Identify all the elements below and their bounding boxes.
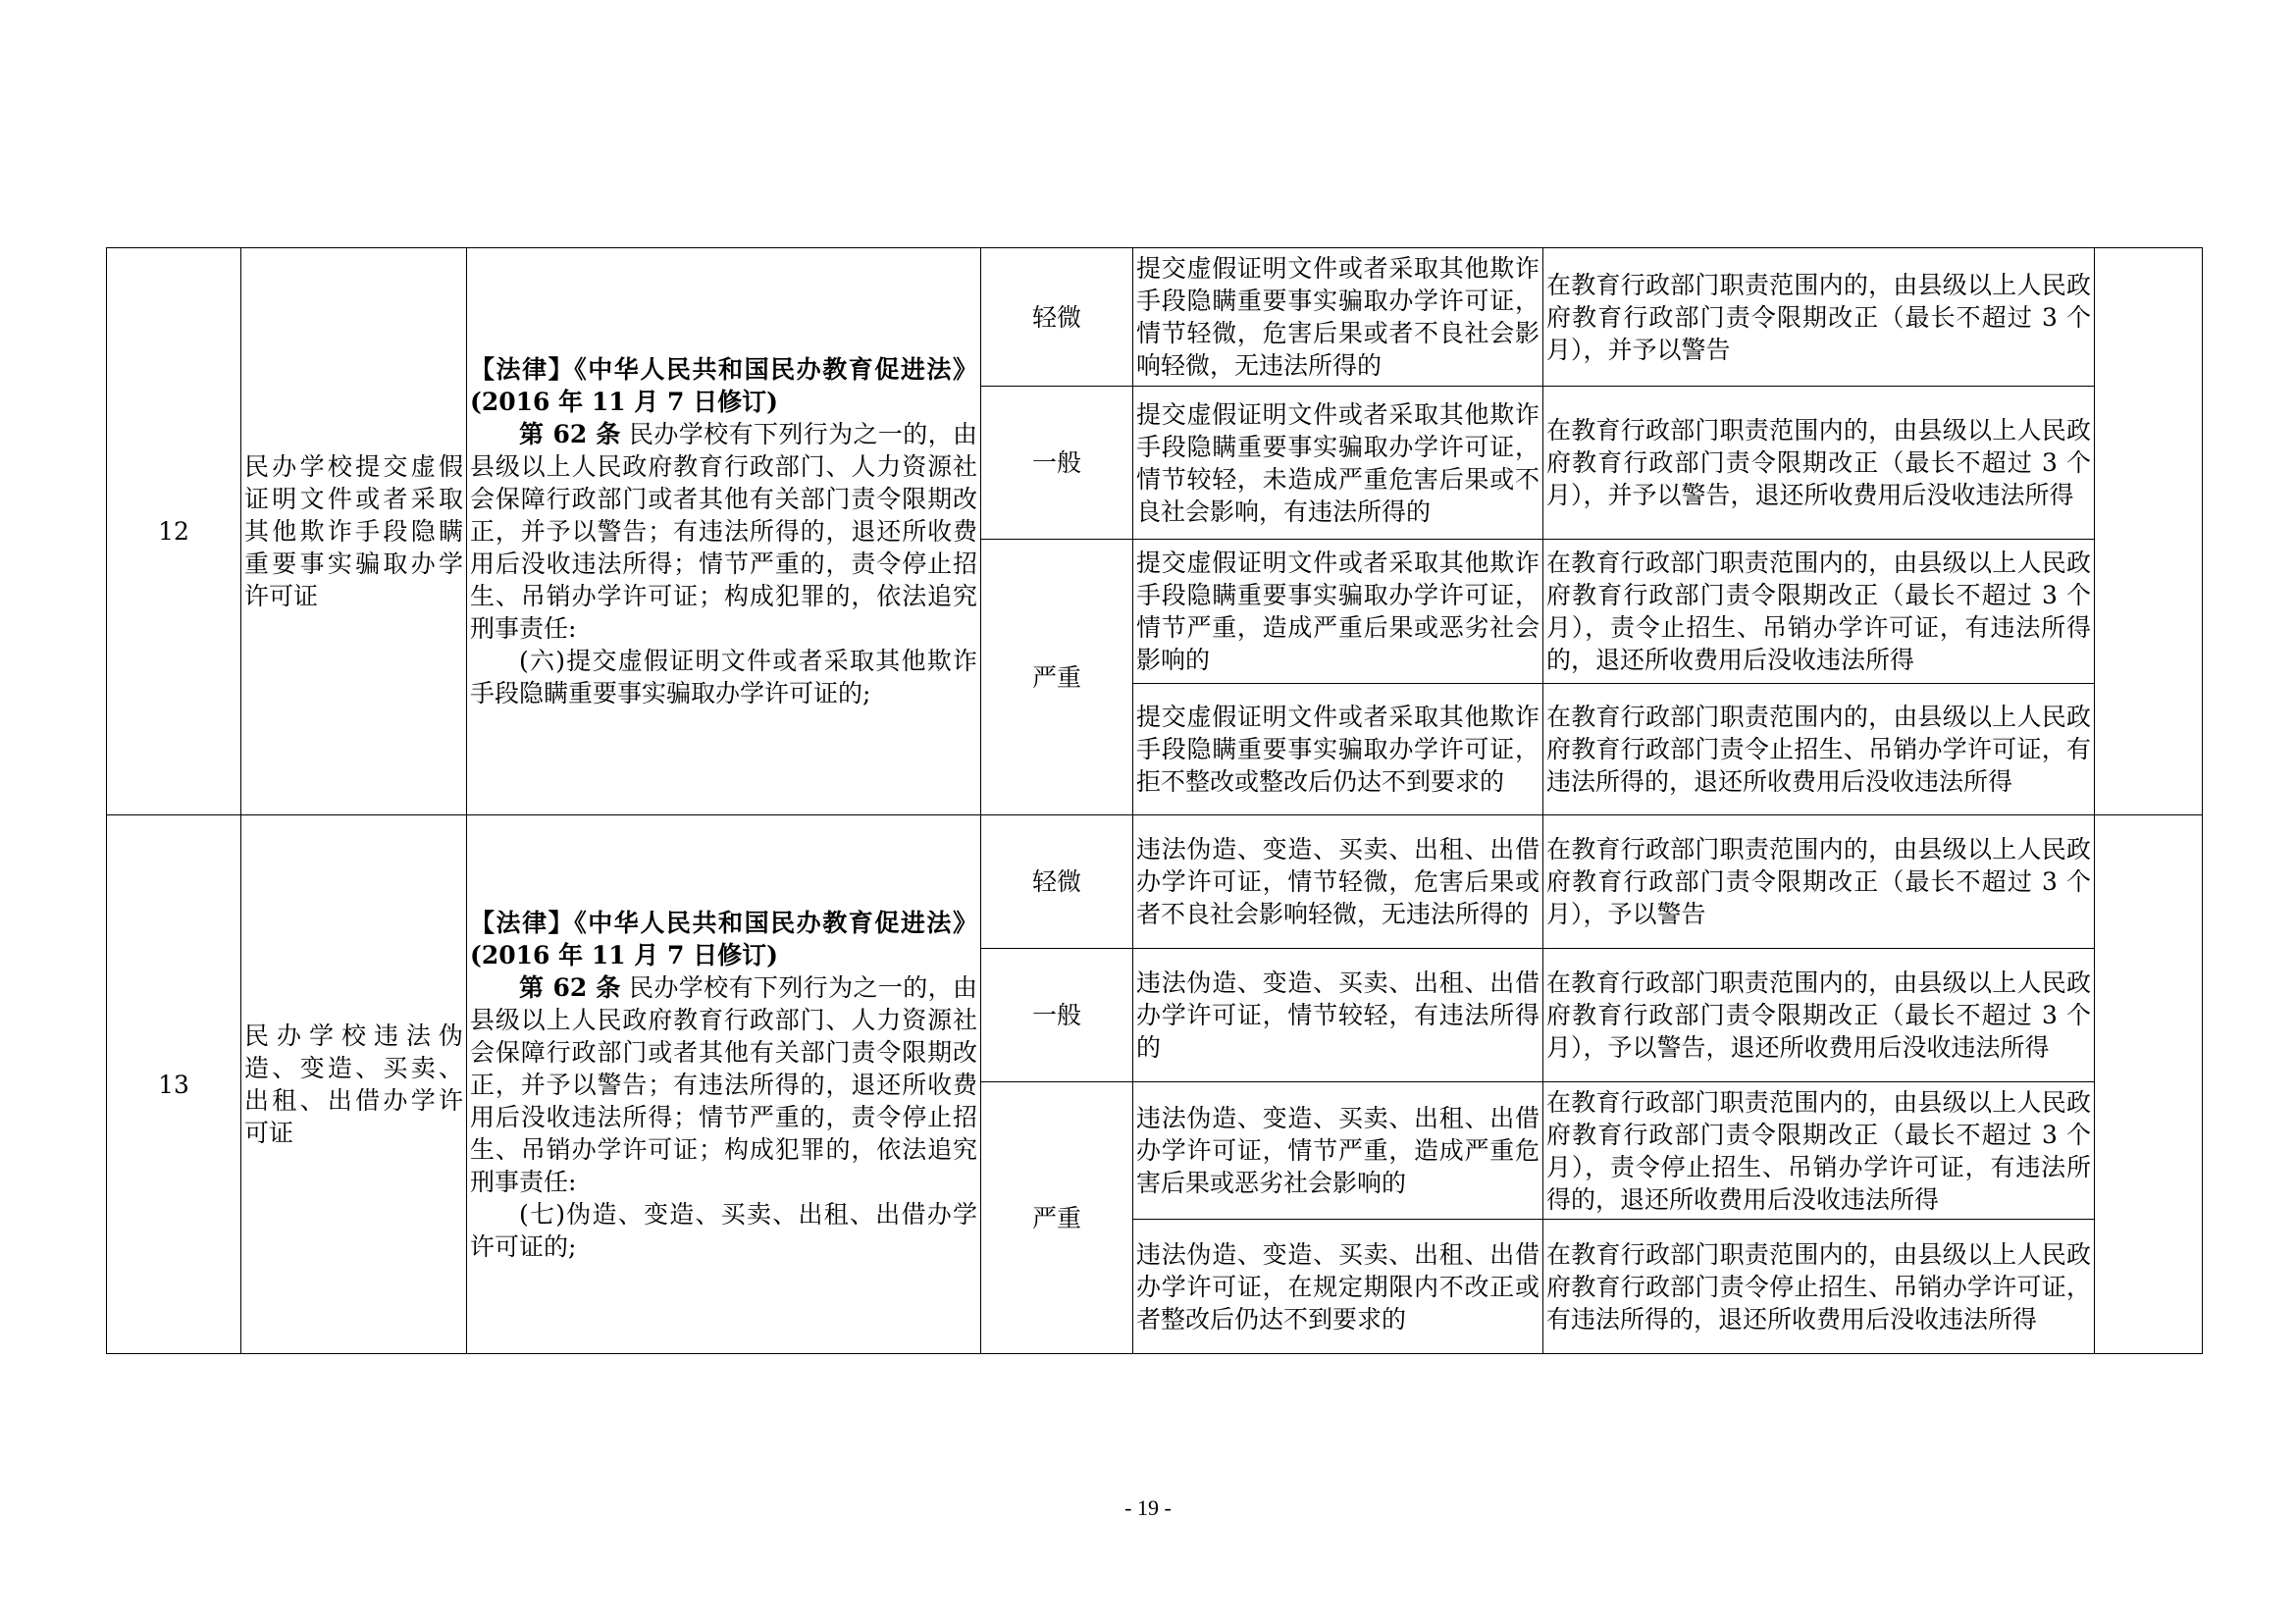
circumstance-serious-1: 违法伪造、变造、买卖、出租、出借办学许可证，情节严重，造成严重危害后果或恶劣社会影响的 (1133, 1082, 1543, 1220)
standard-minor: 在教育行政部门职责范围内的，由县级以上人民政府教育行政部门责令限期改正（最长不超过 3 个月），予以警告 (1543, 815, 2095, 949)
violation-item: 民办学校违法伪造、变造、买卖、出租、出借办学许可证 (241, 815, 467, 1354)
standard-general: 在教育行政部门职责范围内的，由县级以上人民政府教育行政部门责令限期改正（最长不超过 3 个月），予以警告，退还所收费用后没收违法所得 (1543, 949, 2095, 1082)
legal-basis (467, 815, 981, 1354)
article-body: 民办学校有下列行为之一的，由县级以上人民政府教育行政部门、人力资源社会保障行政部门或者其他有关部门责令限期改正，并予以警告；有违法所得的，退还所收费用后没收违法所得；情节严重的，责令停止招生、吊销办学许可证；构成犯罪的，依法追究刑事责任: (470, 972, 977, 1196)
circumstance-minor: 违法伪造、变造、买卖、出租、出借办学许可证，情节轻微，危害后果或者不良社会影响轻微，无违法所得的 (1133, 815, 1543, 949)
level-serious: 严重 (981, 540, 1133, 815)
circumstance-serious-1: 提交虚假证明文件或者采取其他欺诈手段隐瞒重要事实骗取办学许可证，情节严重，造成严重后果或恶劣社会影响的 (1133, 540, 1543, 684)
page-number: - 19 - (1124, 1495, 1172, 1520)
standard-serious-1: 在教育行政部门职责范围内的，由县级以上人民政府教育行政部门责令限期改正（最长不超过 3 个月），责令停止招生、吊销办学许可证，有违法所得的，退还所收费用后没收违法所得 (1543, 1082, 2095, 1220)
standard-general: 在教育行政部门职责范围内的，由县级以上人民政府教育行政部门责令限期改正（最长不超过 3 个月），并予以警告，退还所收费用后没收违法所得 (1543, 387, 2095, 540)
circumstance-serious-2: 提交虚假证明文件或者采取其他欺诈手段隐瞒重要事实骗取办学许可证，拒不整改或整改后仍达不到要求的 (1133, 684, 1543, 815)
standard-serious-2: 在教育行政部门职责范围内的，由县级以上人民政府教育行政部门责令止招生、吊销办学许可证，有违法所得的，退还所收费用后没收违法所得 (1543, 684, 2095, 815)
article-number: 第 62 条 (519, 972, 621, 1002)
law-title: 【法律】《中华人民共和国民办教育促进法》(2016 年 11 月 7 日修订) (470, 355, 977, 416)
penalty-standard-table (106, 247, 2203, 1354)
level-general: 一般 (981, 949, 1133, 1082)
item-number: 13 (107, 815, 241, 1354)
article-number: 第 62 条 (519, 420, 621, 448)
law-clause: (七)伪造、变造、买卖、出租、出借办学许可证的; (470, 1199, 977, 1261)
level-minor: 轻微 (981, 248, 1133, 387)
law-clause: (六)提交虚假证明文件或者采取其他欺诈手段隐瞒重要事实骗取办学许可证的; (470, 647, 977, 707)
standard-serious-1: 在教育行政部门职责范围内的，由县级以上人民政府教育行政部门责令限期改正（最长不超过 3 个月），责令止招生、吊销办学许可证，有违法所得的，退还所收费用后没收违法所得 (1543, 540, 2095, 684)
remarks-cell (2095, 815, 2203, 1354)
level-minor: 轻微 (981, 815, 1133, 949)
circumstance-general: 违法伪造、变造、买卖、出租、出借办学许可证，情节较轻，有违法所得的 (1133, 949, 1543, 1082)
level-general: 一般 (981, 387, 1133, 540)
legal-basis (467, 248, 981, 815)
table-row (107, 248, 2203, 387)
circumstance-minor: 提交虚假证明文件或者采取其他欺诈手段隐瞒重要事实骗取办学许可证，情节轻微，危害后果或者不良社会影响轻微，无违法所得的 (1133, 248, 1543, 387)
standard-serious-2: 在教育行政部门职责范围内的，由县级以上人民政府教育行政部门责令停止招生、吊销办学许可证，有违法所得的，退还所收费用后没收违法所得 (1543, 1220, 2095, 1354)
article-body: 民办学校有下列行为之一的，由县级以上人民政府教育行政部门、人力资源社会保障行政部门或者其他有关部门责令限期改正，并予以警告；有违法所得的，退还所收费用后没收违法所得；情节严重的，责令停止招生、吊销办学许可证；构成犯罪的，依法追究刑事责任: (470, 420, 977, 643)
violation-item: 民办学校提交虚假证明文件或者采取其他欺诈手段隐瞒重要事实骗取办学许可证 (241, 248, 467, 815)
law-title: 【法律】《中华人民共和国民办教育促进法》(2016 年 11 月 7 日修订) (470, 908, 977, 969)
remarks-cell (2095, 248, 2203, 815)
circumstance-general: 提交虚假证明文件或者采取其他欺诈手段隐瞒重要事实骗取办学许可证，情节较轻，未造成严重危害后果或不良社会影响，有违法所得的 (1133, 387, 1543, 540)
law-article (470, 971, 977, 1198)
standard-minor: 在教育行政部门职责范围内的，由县级以上人民政府教育行政部门责令限期改正（最长不超过 3 个月），并予以警告 (1543, 248, 2095, 387)
item-number: 12 (107, 248, 241, 815)
table-row (107, 815, 2203, 949)
law-article (470, 418, 977, 645)
circumstance-serious-2: 违法伪造、变造、买卖、出租、出借办学许可证，在规定期限内不改正或者整改后仍达不到要求的 (1133, 1220, 1543, 1354)
level-serious: 严重 (981, 1082, 1133, 1354)
